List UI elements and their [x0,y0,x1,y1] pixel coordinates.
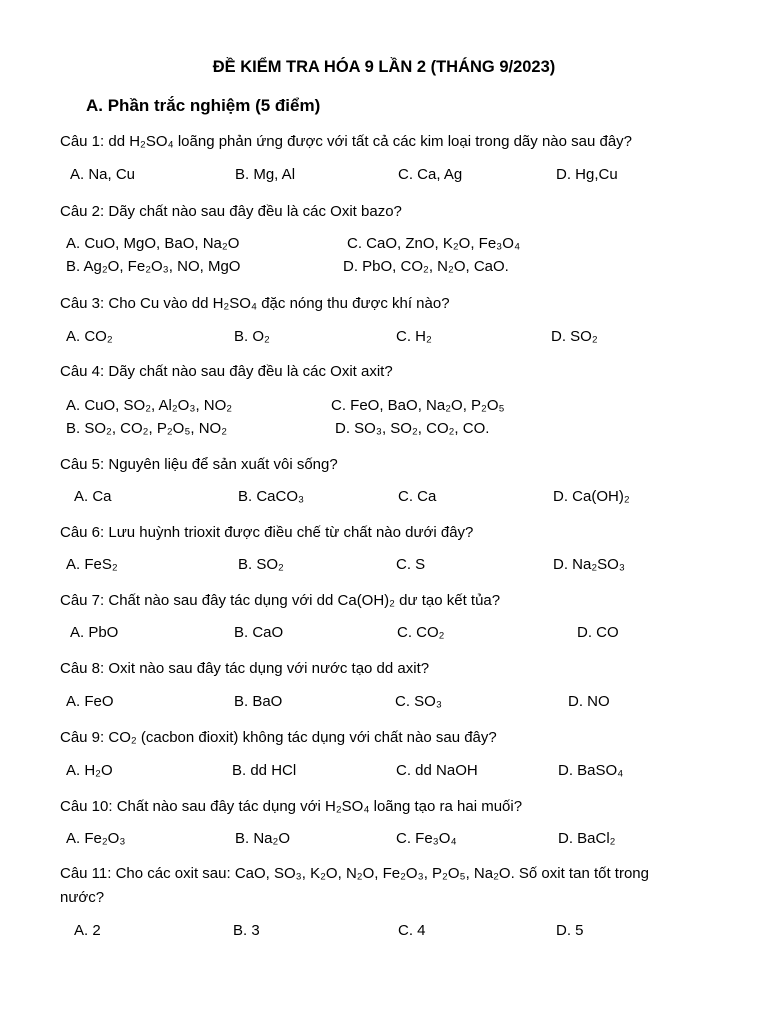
option-b: B. CaCO₃ [238,488,305,505]
option-a: A. CO₂ [66,328,113,345]
option-b: B. CaO [234,624,284,641]
option-c: C. CO₂ [397,624,445,641]
option-b: B. SO₂ [238,556,284,573]
question-2-options-row1 [0,235,768,257]
option-c: C. Ca [398,488,437,505]
option-b: B. Mg, Al [235,166,296,183]
option-d: D. Ca(OH)₂ [553,488,630,505]
option-b: B. Na₂O [235,830,291,847]
option-c: C. Fe₃O₄ [396,830,457,847]
question-11-options [0,922,768,944]
question-1-options [0,166,768,188]
question-8: Câu 8: Oxit nào sau đây tác dụng với nước tạo dd axit? [60,660,430,677]
option-b: B. 3 [233,922,260,939]
option-d: D. BaSO₄ [558,762,624,779]
question-10: Câu 10: Chất nào sau đây tác dụng với H₂SO₄ loãng tạo ra hai muối? [60,798,523,815]
option-c: C. Ca, Ag [398,166,463,183]
option-c: C. 4 [398,922,426,939]
option-d: D. NO [568,693,610,710]
option-c: C. H₂ [396,328,432,345]
question-7-options [0,624,768,646]
option-b: B. SO₂, CO₂, P₂O₅, NO₂ [66,420,228,437]
question-4: Câu 4: Dãy chất nào sau đây đều là các Oxit axit? [60,363,393,380]
question-3: Câu 3: Cho Cu vào dd H₂SO₄ đặc nóng thu được khí nào? [60,295,450,312]
option-c: C. SO₃ [395,693,442,710]
question-2-options-row2 [0,258,768,280]
question-6-options [0,556,768,578]
question-11: Câu 11: Cho các oxit sau: CaO, SO₃, K₂O, N₂O, Fe₂O₃, P₂O₅, Na₂O. Số oxit tan tốt trong nước? [60,865,649,906]
option-d: D. 5 [556,922,584,939]
question-10-options [0,830,768,852]
question-6: Câu 6: Lưu huỳnh trioxit được điều chế từ chất nào dưới đây? [60,524,474,541]
question-8-options [0,693,768,715]
question-5: Câu 5: Nguyên liệu để sản xuất vôi sống? [60,456,338,473]
question-9: Câu 9: CO₂ (cacbon đioxit) không tác dụng với chất nào sau đây? [60,729,497,746]
option-a: A. CuO, MgO, BaO, Na₂O [66,235,240,252]
option-c: C. dd NaOH [396,762,478,779]
option-a: A. FeS₂ [66,556,118,573]
section-heading: A. Phần trắc nghiệm (5 điểm) [86,96,321,115]
question-1: Câu 1: dd H₂SO₄ loãng phản ứng được với tất cả các kim loại trong dãy nào sau đây? [60,133,633,150]
option-a: A. Ca [74,488,112,505]
option-d: D. Hg,Cu [556,166,618,183]
option-a: A. 2 [74,922,101,939]
option-d: D. SO₂ [551,328,598,345]
option-c: C. FeO, BaO, Na₂O, P₂O₅ [331,397,505,414]
option-a: A. PbO [70,624,119,641]
question-3-options [0,328,768,350]
question-4-options-row1 [0,397,768,419]
option-a: A. CuO, SO₂, Al₂O₃, NO₂ [66,397,233,414]
option-a: A. H₂O [66,762,113,779]
option-b: B. dd HCl [232,762,297,779]
question-2: Câu 2: Dãy chất nào sau đây đều là các Oxit bazo? [60,203,402,220]
option-a: A. Fe₂O₃ [66,830,126,847]
option-b: B. Ag₂O, Fe₂O₃, NO, MgO [66,258,241,275]
option-c: C. S [396,556,426,573]
exam-title: ĐỀ KIỂM TRA HÓA 9 LẦN 2 (THÁNG 9/2023) [212,58,556,76]
option-d: D. Na₂SO₃ [553,556,625,573]
option-d: D. SO₃, SO₂, CO₂, CO. [335,420,490,437]
option-d: D. CO [577,624,619,641]
question-4-options-row2 [0,420,768,442]
question-9-options [0,762,768,784]
option-c: C. CaO, ZnO, K₂O, Fe₃O₄ [347,235,521,252]
question-5-options [0,488,768,510]
question-7: Câu 7: Chất nào sau đây tác dụng với dd Ca(OH)₂ dư tạo kết tủa? [60,592,501,609]
option-b: B. BaO [234,693,283,710]
option-a: A. Na, Cu [70,166,136,183]
option-a: A. FeO [66,693,114,710]
option-d: D. PbO, CO₂, N₂O, CaO. [343,258,509,275]
option-d: D. BaCl₂ [558,830,616,847]
option-b: B. O₂ [234,328,270,345]
